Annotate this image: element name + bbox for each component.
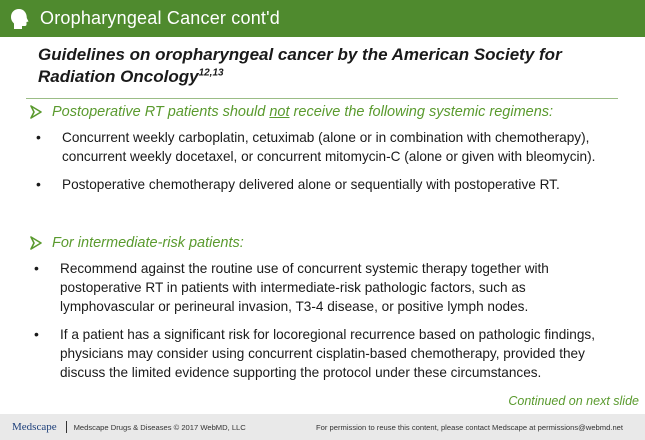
- subtitle-references: 12,13: [198, 67, 224, 79]
- slide-subtitle: [38, 44, 628, 88]
- medscape-logo: Medscape: [12, 421, 57, 433]
- heading-emphasis: not: [269, 104, 290, 120]
- continued-note: Continued on next slide: [508, 394, 639, 408]
- list-item: • Concurrent weekly carboplatin, cetuximab (alone or in combination with chemotherapy), concurrent weekly docetaxel, or concurrent mitomycin-C (alone or given with bleomycin).: [36, 129, 596, 164]
- arrowhead-icon: [30, 236, 42, 250]
- list-item: • Recommend against the routine use of concurrent systemic therapy together with postoperative RT in patients with intermediate-risk pathologic factors, such as lymphovascular or perineural invasion, T3-4 disease, or positive lymph nodes.: [34, 260, 549, 314]
- heading-text-start: Postoperative RT patients should: [52, 104, 270, 120]
- subtitle-text: Guidelines on oropharyngeal cancer by the American Society for Radiation Oncology: [38, 45, 562, 86]
- section-heading-intermediate: [30, 235, 244, 251]
- bullet-dot: •: [36, 176, 41, 192]
- section-heading-postoperative: [30, 104, 553, 120]
- bullet-dot: •: [34, 260, 39, 276]
- intermediate-risk-bullet-list: [32, 259, 618, 391]
- arrowhead-icon: [30, 105, 42, 119]
- bullet-dot: •: [36, 129, 41, 145]
- head-profile-icon: [10, 8, 32, 30]
- permission-text: For permission to reuse this content, please contact Medscape at permissions@webmd.net: [316, 422, 623, 432]
- bullet-dot: •: [34, 326, 39, 342]
- copyright-text: Medscape Drugs & Diseases © 2017 WebMD, LLC: [73, 422, 246, 432]
- slide-header: [0, 0, 645, 37]
- postoperative-bullet-list: [34, 128, 614, 203]
- list-item: • Postoperative chemotherapy delivered alone or sequentially with postoperative RT.: [36, 176, 560, 192]
- divider-line: [26, 98, 618, 99]
- heading-text-end: receive the following systemic regimens:: [289, 104, 554, 120]
- list-item: • If a patient has a significant risk for locoregional recurrence based on pathologic findings, physicians may consider using concurrent cisplatin-based chemotherapy, provided they discuss the limited evidence supporting the protocol under these circumstances.: [34, 326, 596, 380]
- slide-footer: [0, 414, 645, 440]
- heading-text: For intermediate-risk patients:: [52, 235, 244, 251]
- slide-title: Oropharyngeal Cancer cont'd: [40, 8, 280, 28]
- footer-separator: [66, 421, 67, 433]
